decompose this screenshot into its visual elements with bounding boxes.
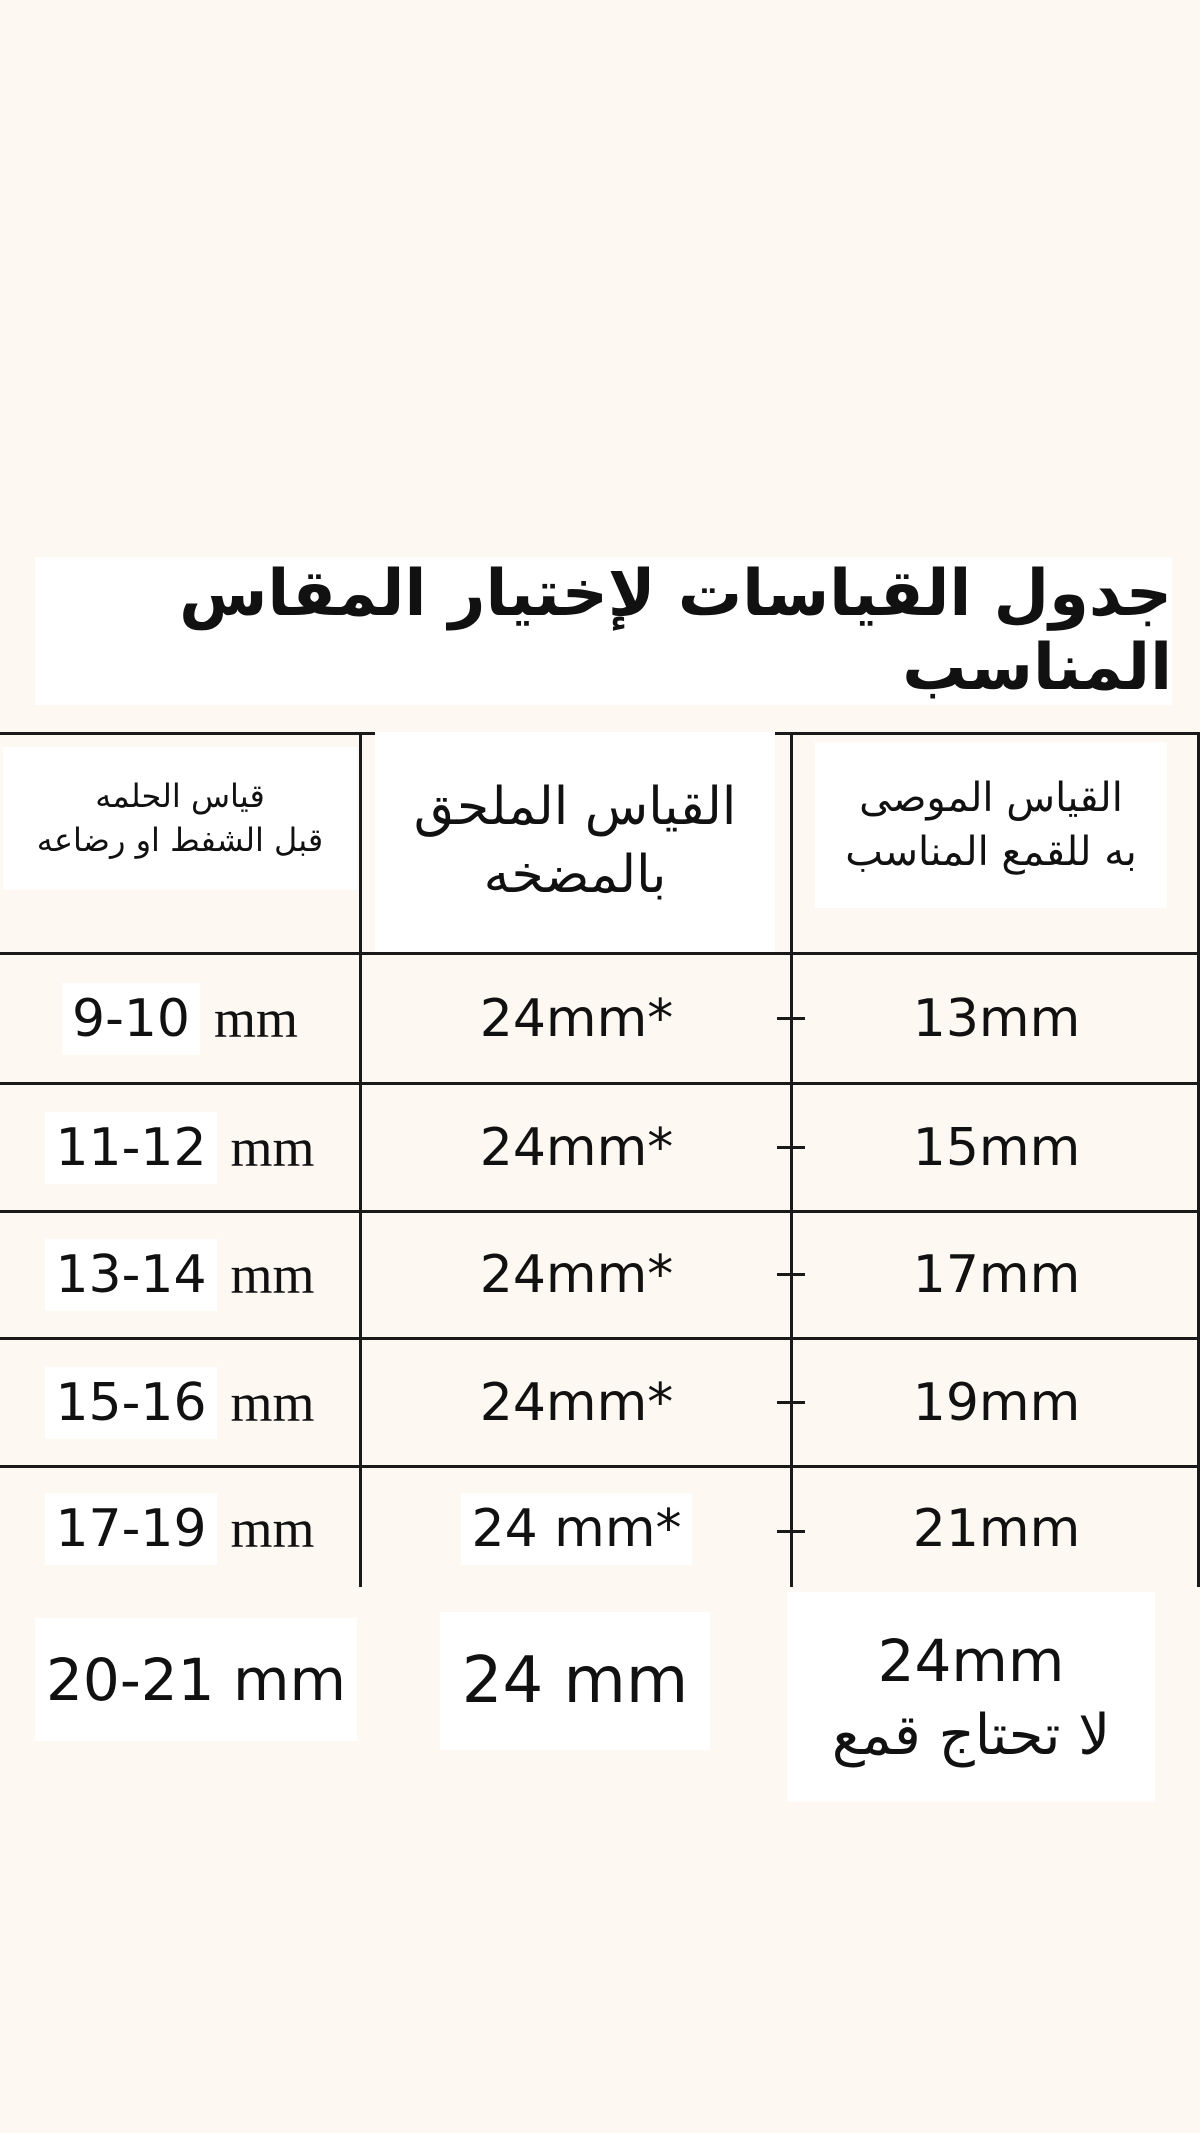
nipple-unit: mm [230,1499,315,1559]
header-recommended-line1: القياس الموصى [859,775,1123,821]
nipple-value: 15-16 [45,1367,216,1439]
header-included-line1: القياس الملحق [413,777,737,838]
included-value: 24 mm* [461,1493,691,1565]
table-row-4-included: 24mm* [479,1372,674,1433]
table-row-5-nipple [0,1468,360,1590]
table-row-1-nipple [0,955,360,1082]
nipple-unit: mm [214,988,299,1049]
last-row-nipple: 20-21 mm [35,1618,357,1741]
header-included-line2: بالمضخه [483,845,667,905]
table-row-1-included: 24mm* [479,988,674,1049]
last-row-recommended-value: 24mm [877,1626,1065,1695]
last-row-recommended [787,1592,1155,1802]
table-row-4-nipple [0,1340,360,1465]
nipple-value: 11-12 [45,1112,216,1184]
nipple-unit: mm [230,1117,315,1178]
table-row-2-nipple [0,1085,360,1210]
nipple-unit: mm [230,1372,315,1433]
header-recommended-line2: به للقمع المناسب [845,829,1137,875]
nipple-unit: mm [230,1245,315,1305]
table-row-1-recommended: 13mm [912,988,1081,1049]
table-row-3-included: 24mm* [479,1245,674,1305]
nipple-value: 9-10 [62,983,200,1055]
last-row-included: 24 mm [440,1612,710,1750]
header-nipple [3,747,357,890]
header-nipple-line2: قبل الشفط او رضاعه [36,820,324,859]
header-recommended [815,742,1167,908]
table-row-2-included: 24mm* [479,1117,674,1178]
table-row-4-recommended: 19mm [912,1372,1081,1433]
header-included [375,732,775,952]
nipple-value: 17-19 [45,1493,216,1565]
nipple-value: 13-14 [45,1239,216,1311]
table-row-2-recommended: 15mm [912,1117,1081,1178]
page-title: جدول القياسات لإختيار المقاس المناسب [35,557,1172,705]
table-row-3-nipple [0,1213,360,1337]
table-row-3-recommended: 17mm [912,1245,1081,1305]
header-nipple-line1: قياس الحلمه [95,777,265,816]
last-row-note: لا تحتاج قمع [831,1702,1111,1768]
table-row-5-recommended: 21mm [912,1499,1081,1559]
table-row-5-included [362,1468,791,1590]
